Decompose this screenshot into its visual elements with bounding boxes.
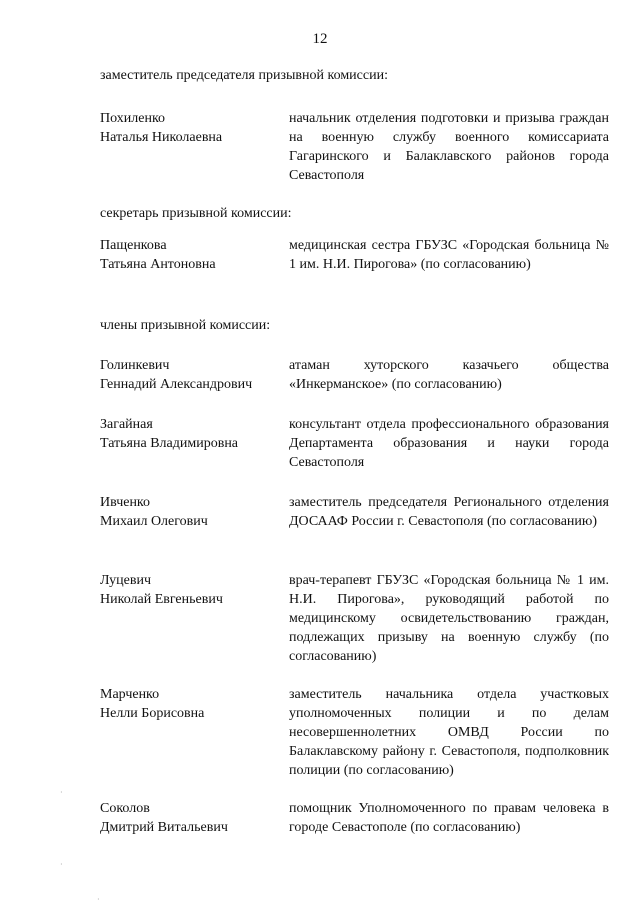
member-given-names: Дмитрий Витальевич <box>100 820 228 835</box>
member-name <box>100 685 285 723</box>
member-name <box>100 799 285 837</box>
section-heading-secretary: секретарь призывной комиссии: <box>100 206 292 221</box>
member-name <box>100 571 285 609</box>
member-role: атаман хуторского казачьего общества «Инкерманское» (по согласованию) <box>289 358 609 392</box>
member-role: начальник отделения подготовки и призыва граждан на военную службу военного комиссариата Гагаринского и Балаклавского районов города Севастополя <box>289 111 609 183</box>
member-surname: Ивченко <box>100 495 151 510</box>
section-heading-members: члены призывной комиссии: <box>100 318 271 333</box>
member-role: врач-терапевт ГБУЗС «Городская больница № 1 им. Н.И. Пирогова», руководящий работой по медицинскому освидетельствованию граждан, подлежащих призыву на военную службу (по согласованию) <box>289 573 609 664</box>
section-heading-deputy-chair: заместитель председателя призывной комиссии: <box>100 68 388 83</box>
member-role: заместитель начальника отдела участковых уполномоченных полиции и по делам несовершеннолетних ОМВД России по Балаклавскому району г. Севастополя, подполковник полиции (по согласованию) <box>289 687 609 778</box>
member-surname: Марченко <box>100 687 160 702</box>
scan-speck: · <box>60 788 63 797</box>
member-name <box>100 415 285 453</box>
member-given-names: Нелли Борисовна <box>100 706 205 721</box>
member-name <box>100 236 285 274</box>
member-name <box>100 356 285 394</box>
member-given-names: Татьяна Антоновна <box>100 257 216 272</box>
member-surname: Луцевич <box>100 573 151 588</box>
member-role: консультант отдела профессионального образования Департамента образования и науки города Севастополя <box>289 417 609 470</box>
member-given-names: Геннадий Александрович <box>100 377 253 392</box>
member-role: заместитель председателя Регионального отделения ДОСААФ России г. Севастополя (по согласованию) <box>289 495 609 529</box>
scan-speck: · <box>97 895 100 904</box>
member-surname: Голинкевич <box>100 358 170 373</box>
member-surname: Пащенкова <box>100 238 167 253</box>
member-surname: Загайная <box>100 417 153 432</box>
member-role: медицинская сестра ГБУЗС «Городская больница № 1 им. Н.И. Пирогова» (по согласованию) <box>289 238 609 272</box>
page-number: 12 <box>312 31 328 47</box>
member-surname: Соколов <box>100 801 150 816</box>
member-surname: Похиленко <box>100 111 166 126</box>
member-given-names: Татьяна Владимировна <box>100 436 239 451</box>
member-given-names: Наталья Николаевна <box>100 130 223 145</box>
member-given-names: Михаил Олегович <box>100 514 208 529</box>
member-role: помощник Уполномоченного по правам человека в городе Севастополе (по согласованию) <box>289 801 609 835</box>
member-given-names: Николай Евгеньевич <box>100 592 223 607</box>
member-name <box>100 109 285 147</box>
scan-speck: · <box>60 860 63 869</box>
member-name <box>100 493 285 531</box>
